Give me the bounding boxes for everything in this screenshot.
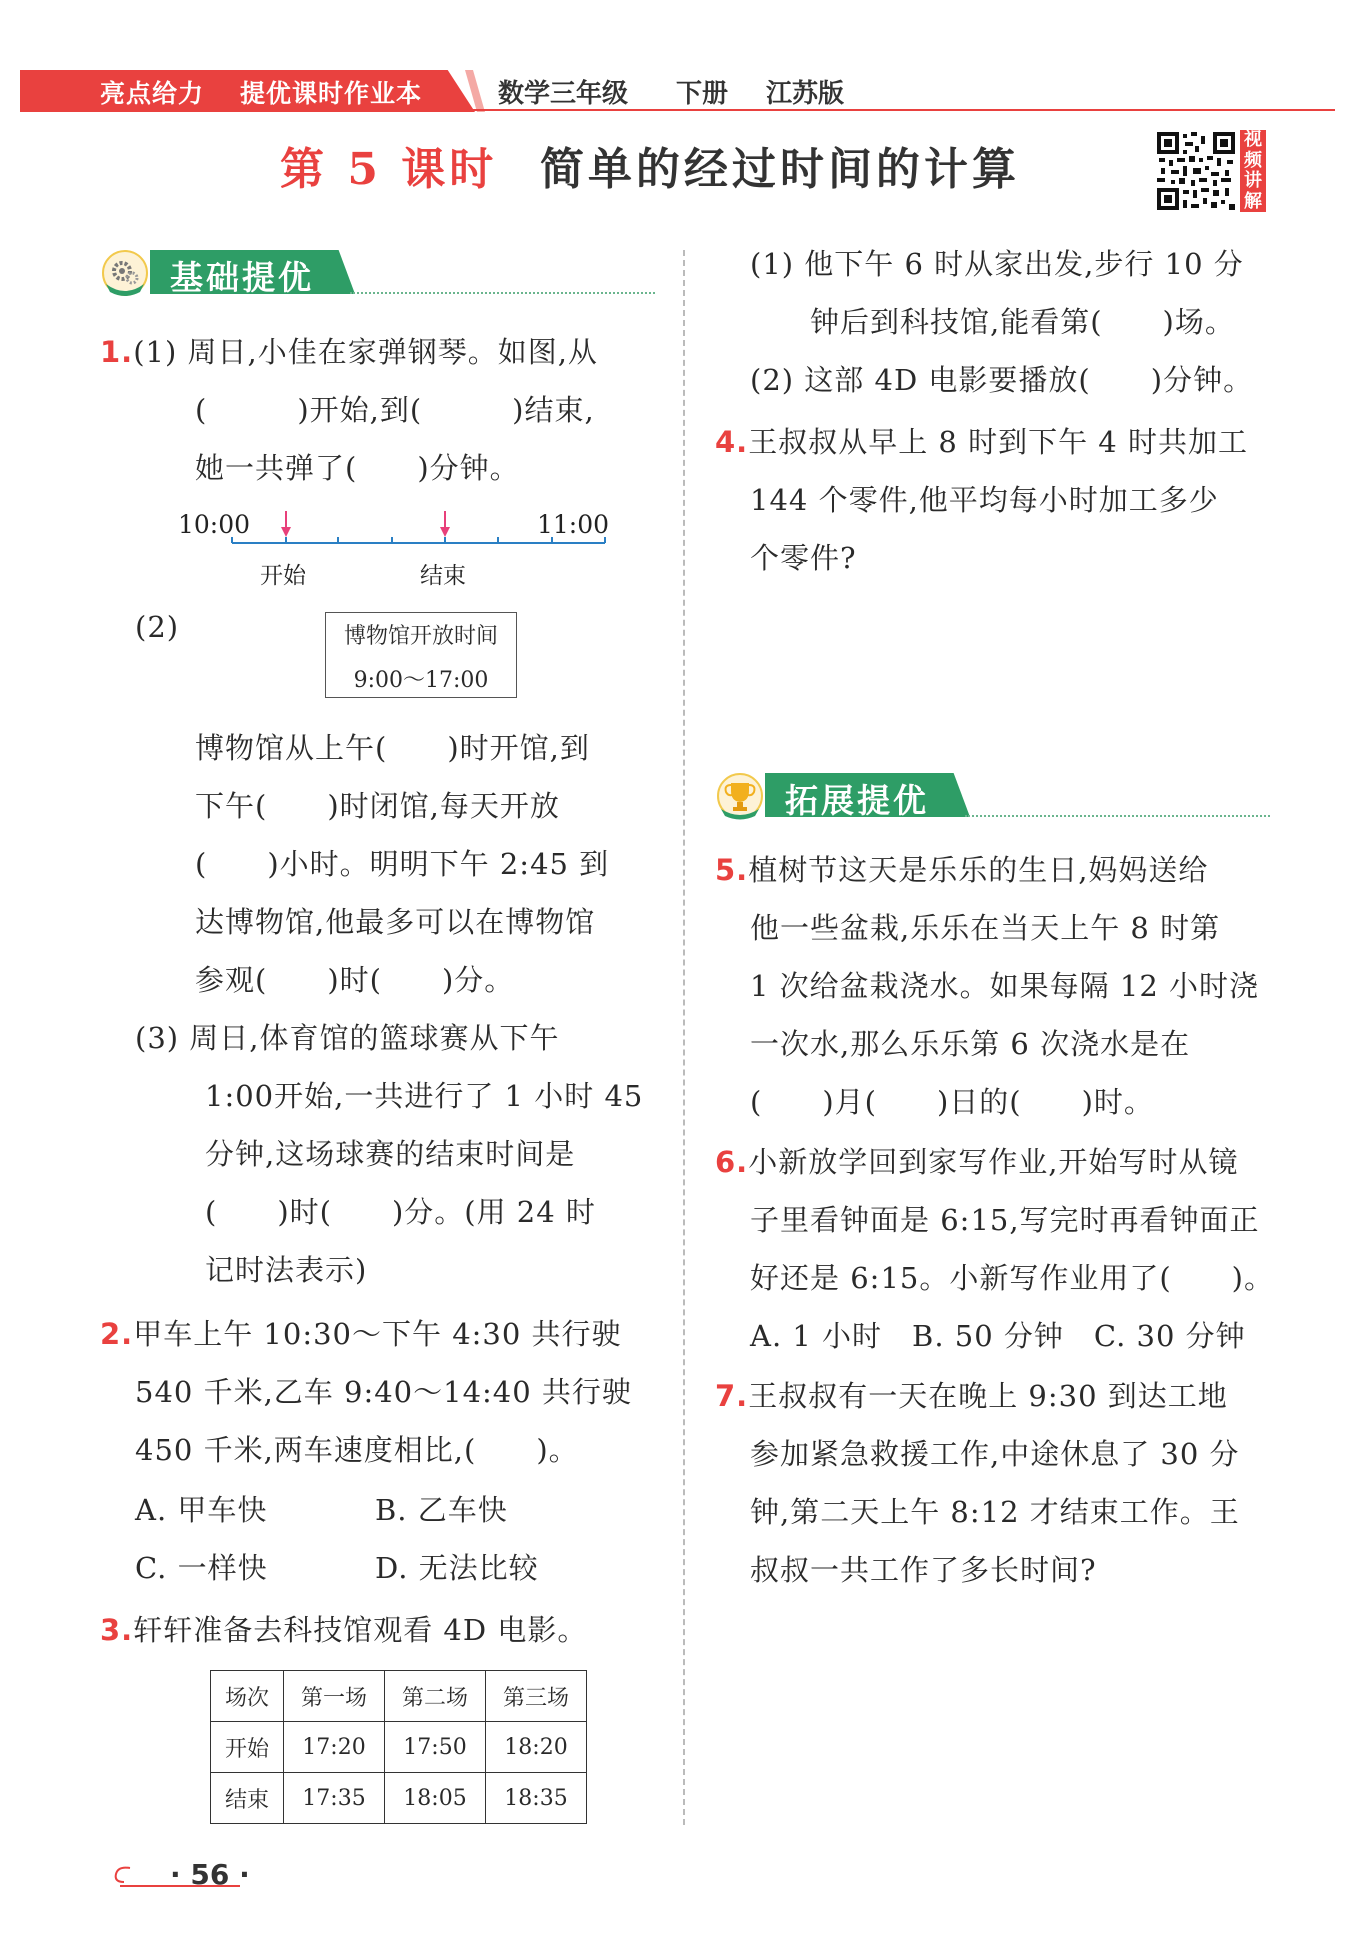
timeline-end-time: 11:00 (537, 510, 610, 539)
subject-grade: 数学三年级 (498, 79, 629, 109)
q2-text-3: 450 千米,两车速度相比,( )。 (135, 1433, 579, 1467)
q1-line-1 (100, 330, 598, 371)
q1-p3-text-5: 记时法表示) (205, 1253, 368, 1287)
table-row (211, 1773, 587, 1824)
section-banner-basic (100, 250, 660, 297)
q6-text-1: 小新放学回到家写作业,开始写时从镜 (748, 1145, 1239, 1179)
book-subtitle: 提优课时作业本 (240, 79, 423, 108)
museum-hours-box (325, 612, 517, 698)
q5-text-1: 植树节这天是乐乐的生日,妈妈送给 (748, 853, 1209, 887)
q4-text-2: 144 个零件,他平均每小时加工多少 (750, 483, 1219, 517)
q3-sub-2-text: (2) 这部 4D 电影要播放( )分钟。 (750, 363, 1254, 397)
end-arrow-icon (440, 511, 450, 537)
q1-p2-label: (2) (135, 610, 180, 644)
start-arrow-icon (281, 511, 291, 537)
q3-intro: 轩轩准备去科技馆观看 4D 电影。 (133, 1613, 588, 1647)
timeline-start-label: 开始 (260, 563, 306, 589)
q2-number: 2. (100, 1317, 134, 1351)
q1-p3-text-1: (3) 周日,体育馆的篮球赛从下午 (135, 1021, 560, 1055)
q4-number: 4. (715, 425, 749, 459)
q4-text-1: 王叔叔从早上 8 时到下午 4 时共加工 (748, 425, 1248, 459)
q2-option-a[interactable]: A. 甲车快 (135, 1493, 268, 1527)
q2-option-d[interactable]: D. 无法比较 (375, 1551, 539, 1585)
qr-code-icon[interactable] (1155, 130, 1237, 212)
page-number: · 56 · (170, 1858, 250, 1891)
table-cell: 17:20 (284, 1722, 385, 1773)
q1-p1-text-2: ( )开始,到( )结束, (195, 393, 595, 427)
q2-text-2: 540 千米,乙车 9:40～14:40 共行驶 (135, 1375, 632, 1409)
q1-p3-text-3: 分钟,这场球赛的结束时间是 (205, 1137, 576, 1171)
table-header-cell: 第二场 (385, 1671, 486, 1722)
q6-text-2: 子里看钟面是 6:15,写完时再看钟面正 (750, 1203, 1260, 1237)
q5-text-5: ( )月( )日的( )时。 (750, 1085, 1154, 1119)
edition: 江苏版 (766, 79, 845, 109)
volume: 下册 (676, 79, 729, 109)
q2-option-c[interactable]: C. 一样快 (135, 1551, 268, 1585)
lesson-number: 第 5 课时 (280, 144, 498, 195)
table-cell: 结束 (211, 1773, 284, 1824)
q2-text-1: 甲车上午 10:30～下午 4:30 共行驶 (133, 1317, 622, 1351)
table-cell: 17:35 (284, 1773, 385, 1824)
museum-box-title: 博物馆开放时间 (343, 624, 498, 649)
q1-number: 1. (100, 335, 134, 369)
q6-number: 6. (715, 1145, 749, 1179)
section-underline (965, 815, 1270, 817)
q4-text-3: 个零件? (750, 541, 857, 575)
q7-text-4: 叔叔一共工作了多长时间? (750, 1553, 1097, 1587)
gears-emblem-icon (100, 248, 150, 298)
q6-line-1 (715, 1140, 1238, 1181)
q1-p3-text-2: 1:00开始,一共进行了 1 小时 45 (205, 1079, 644, 1113)
column-divider (683, 250, 685, 1825)
q7-text-3: 钟,第二天上午 8:12 才结束工作。王 (750, 1495, 1240, 1529)
table-cell: 18:20 (486, 1722, 587, 1773)
cinema-schedule-table (210, 1670, 587, 1824)
q5-line-1 (715, 848, 1208, 889)
q3-number: 3. (100, 1613, 134, 1647)
section-banner-extend (715, 773, 1275, 820)
q4-line-1 (715, 420, 1248, 461)
q3-sub-1-text-1: (1) 他下午 6 时从家出发,步行 10 分 (750, 247, 1244, 281)
table-row (211, 1722, 587, 1773)
q7-text-2: 参加紧急救援工作,中途休息了 30 分 (750, 1437, 1240, 1471)
q3-sub-1-text-2: 钟后到科技馆,能看第( )场。 (810, 305, 1235, 339)
lesson-title: 简单的经过时间的计算 (540, 144, 1020, 195)
q5-text-2: 他一些盆栽,乐乐在当天上午 8 时第 (750, 911, 1221, 945)
q5-number: 5. (715, 853, 749, 887)
table-header-cell: 第三场 (486, 1671, 587, 1722)
table-header-cell: 场次 (211, 1671, 284, 1722)
table-cell: 18:35 (486, 1773, 587, 1824)
brand-name: 亮点给力 (100, 79, 205, 108)
q1-p3-text-4: ( )时( )分。(用 24 时 (205, 1195, 596, 1229)
section-underline (350, 292, 655, 294)
table-row (211, 1671, 587, 1722)
q6-text-3: 好还是 6:15。小新写作业用了( )。 (750, 1261, 1274, 1295)
q1-p2-text-3: ( )小时。明明下午 2:45 到 (195, 847, 610, 881)
q1-p2-text-4: 达博物馆,他最多可以在博物馆 (195, 905, 596, 939)
table-cell: 17:50 (385, 1722, 486, 1773)
q5-text-3: 1 次给盆栽浇水。如果每隔 12 小时浇 (750, 969, 1260, 1003)
timeline-end-label: 结束 (420, 563, 466, 589)
q2-option-b[interactable]: B. 乙车快 (375, 1493, 508, 1527)
table-header-cell: 第一场 (284, 1671, 385, 1722)
q1-p2-text-5: 参观( )时( )分。 (195, 963, 515, 997)
q6-options[interactable]: A. 1 小时 B. 50 分钟 C. 30 分钟 (750, 1319, 1246, 1353)
q1-p1-text-1: (1) 周日,小佳在家弹钢琴。如图,从 (133, 335, 598, 369)
header-rule (470, 109, 1335, 111)
section-title-basic: 基础提优 (170, 258, 314, 297)
table-cell: 18:05 (385, 1773, 486, 1824)
timeline-start-time: 10:00 (178, 510, 251, 539)
q7-line-1 (715, 1374, 1228, 1415)
section-title-extend: 拓展提优 (785, 781, 929, 820)
trophy-emblem-icon (715, 771, 765, 821)
video-explain-tag[interactable]: 视频讲解 (1240, 130, 1266, 212)
museum-box-hours: 9:00～17:00 (353, 668, 489, 693)
q1-p2-text-1: 博物馆从上午( )时开馆,到 (195, 731, 590, 765)
q2-line-1 (100, 1312, 622, 1353)
q5-text-4: 一次水,那么乐乐第 6 次浇水是在 (750, 1027, 1191, 1061)
q1-p1-text-3: 她一共弹了( )分钟。 (195, 451, 520, 485)
q1-timeline (170, 503, 620, 593)
q3-line-1 (100, 1608, 587, 1649)
q7-text-1: 王叔叔有一天在晚上 9:30 到达工地 (748, 1379, 1228, 1413)
q7-number: 7. (715, 1379, 749, 1413)
q1-p2-text-2: 下午( )时闭馆,每天开放 (195, 789, 560, 823)
table-cell: 开始 (211, 1722, 284, 1773)
